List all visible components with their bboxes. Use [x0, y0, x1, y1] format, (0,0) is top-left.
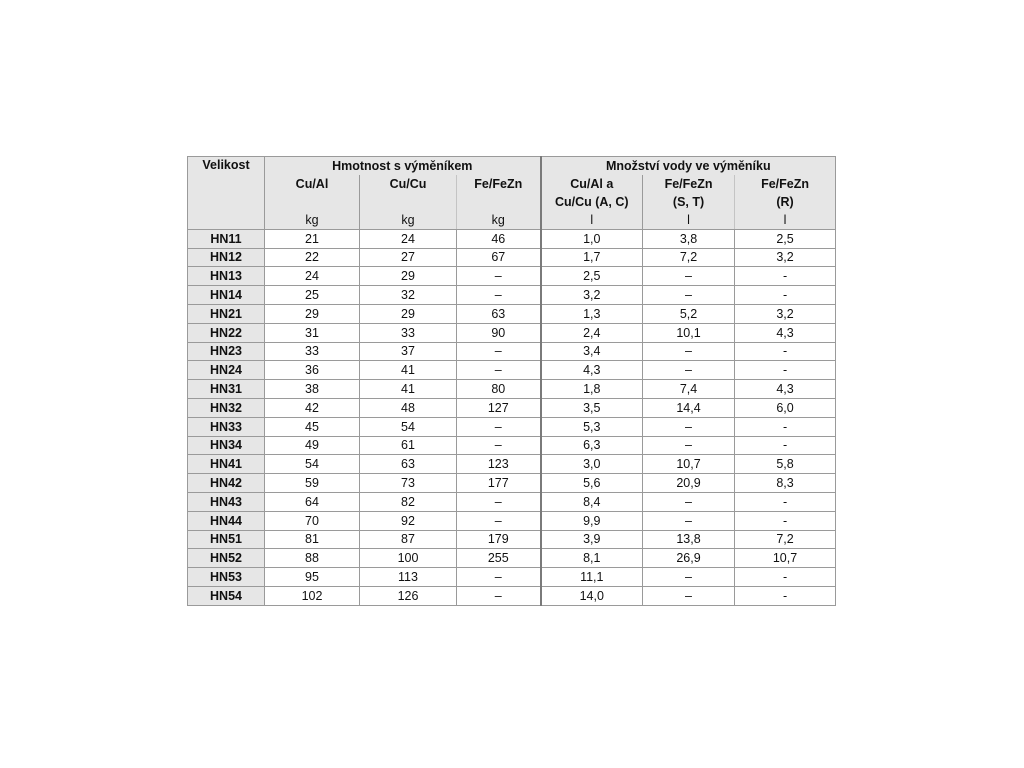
water-fefezn-st-cell: – — [643, 342, 735, 361]
header-fefezn-label: Fe/FeZn — [474, 177, 523, 191]
water-fefezn-r-cell: 4,3 — [735, 323, 836, 342]
water-fefezn-r-cell: - — [735, 361, 836, 380]
weight-cucu-cell: 37 — [360, 342, 457, 361]
header-water-fefezn-st — [643, 175, 735, 211]
water-fefezn-r-cell: 7,2 — [735, 530, 836, 549]
weight-cucu-cell: 100 — [360, 549, 457, 568]
water-cual-cell: 9,9 — [541, 511, 643, 530]
weight-cual-cell: 42 — [265, 398, 360, 417]
weight-cual-cell: 36 — [265, 361, 360, 380]
water-cual-cell: 1,8 — [541, 380, 643, 399]
water-fefezn-r-cell: 3,2 — [735, 304, 836, 323]
header-water-fefezn-st-line2: (S, T) — [672, 195, 705, 209]
weight-fefezn-cell: 179 — [457, 530, 541, 549]
weight-fefezn-cell: – — [457, 267, 541, 286]
weight-fefezn-cell: 80 — [457, 380, 541, 399]
header-water-cual — [541, 175, 643, 211]
water-fefezn-r-cell: - — [735, 436, 836, 455]
table-row — [188, 417, 836, 436]
weight-fefezn-cell: 67 — [457, 248, 541, 267]
table-row — [188, 436, 836, 455]
weight-cual-cell: 64 — [265, 492, 360, 511]
size-cell: HN43 — [188, 492, 265, 511]
weight-fefezn-cell: – — [457, 342, 541, 361]
water-fefezn-r-cell: - — [735, 286, 836, 305]
table-row — [188, 248, 836, 267]
water-fefezn-r-cell: - — [735, 492, 836, 511]
weight-cucu-cell: 87 — [360, 530, 457, 549]
water-fefezn-r-cell: - — [735, 586, 836, 605]
water-cual-cell: 2,5 — [541, 267, 643, 286]
size-cell: HN51 — [188, 530, 265, 549]
water-fefezn-st-cell: 7,2 — [643, 248, 735, 267]
weight-cual-cell: 24 — [265, 267, 360, 286]
size-cell: HN24 — [188, 361, 265, 380]
water-fefezn-r-cell: 10,7 — [735, 549, 836, 568]
weight-cual-cell: 49 — [265, 436, 360, 455]
weight-cucu-cell: 126 — [360, 586, 457, 605]
header-water-cual-line1: Cu/Al a — [570, 177, 614, 191]
size-cell: HN13 — [188, 267, 265, 286]
water-cual-cell: 3,4 — [541, 342, 643, 361]
table-row — [188, 304, 836, 323]
size-cell: HN52 — [188, 549, 265, 568]
water-cual-cell: 4,3 — [541, 361, 643, 380]
water-fefezn-st-cell: 14,4 — [643, 398, 735, 417]
water-cual-cell: 14,0 — [541, 586, 643, 605]
unit-l: l — [541, 211, 643, 229]
water-fefezn-r-cell: 2,5 — [735, 229, 836, 248]
size-cell: HN54 — [188, 586, 265, 605]
weight-cual-cell: 25 — [265, 286, 360, 305]
water-fefezn-st-cell: 3,8 — [643, 229, 735, 248]
water-fefezn-st-cell: 10,7 — [643, 455, 735, 474]
weight-cual-cell: 22 — [265, 248, 360, 267]
weight-cucu-cell: 48 — [360, 398, 457, 417]
header-fefezn — [457, 175, 541, 211]
weight-cucu-cell: 73 — [360, 474, 457, 493]
size-cell: HN41 — [188, 455, 265, 474]
size-cell: HN32 — [188, 398, 265, 417]
size-cell: HN21 — [188, 304, 265, 323]
table-row — [188, 323, 836, 342]
water-cual-cell: 3,9 — [541, 530, 643, 549]
water-fefezn-r-cell: - — [735, 511, 836, 530]
water-fefezn-st-cell: – — [643, 492, 735, 511]
weight-cual-cell: 29 — [265, 304, 360, 323]
unit-l: l — [735, 211, 836, 229]
weight-cucu-cell: 54 — [360, 417, 457, 436]
weight-fefezn-cell: 127 — [457, 398, 541, 417]
size-cell: HN12 — [188, 248, 265, 267]
weight-fefezn-cell: 177 — [457, 474, 541, 493]
weight-cual-cell: 45 — [265, 417, 360, 436]
weight-fefezn-cell: 46 — [457, 229, 541, 248]
water-fefezn-r-cell: - — [735, 342, 836, 361]
water-cual-cell: 5,6 — [541, 474, 643, 493]
weight-fefezn-cell: – — [457, 417, 541, 436]
header-cucu-label: Cu/Cu — [389, 177, 427, 191]
weight-cucu-cell: 29 — [360, 304, 457, 323]
table-row — [188, 455, 836, 474]
header-cual-label: Cu/Al — [295, 177, 329, 191]
header-water-fefezn-r-line2: (R) — [776, 195, 794, 209]
water-cual-cell: 8,1 — [541, 549, 643, 568]
water-fefezn-st-cell: – — [643, 436, 735, 455]
water-cual-cell: 2,4 — [541, 323, 643, 342]
size-cell: HN11 — [188, 229, 265, 248]
weight-cucu-cell: 27 — [360, 248, 457, 267]
size-cell: HN44 — [188, 511, 265, 530]
exchanger-table — [187, 156, 836, 606]
water-fefezn-st-cell: – — [643, 286, 735, 305]
table-row — [188, 398, 836, 417]
table-row — [188, 380, 836, 399]
water-fefezn-st-cell: 7,4 — [643, 380, 735, 399]
weight-cucu-cell: 61 — [360, 436, 457, 455]
weight-cucu-cell: 32 — [360, 286, 457, 305]
header-water-fefezn-r-line1: Fe/FeZn — [761, 177, 809, 191]
size-cell: HN23 — [188, 342, 265, 361]
water-fefezn-st-cell: – — [643, 361, 735, 380]
size-cell: HN42 — [188, 474, 265, 493]
water-cual-cell: 3,5 — [541, 398, 643, 417]
weight-cucu-cell: 41 — [360, 380, 457, 399]
header-weight-group: Hmotnost s výměníkem — [265, 157, 541, 176]
unit-l: l — [643, 211, 735, 229]
weight-cual-cell: 102 — [265, 586, 360, 605]
size-cell: HN14 — [188, 286, 265, 305]
unit-kg: kg — [265, 211, 360, 229]
table-row — [188, 530, 836, 549]
table-row — [188, 568, 836, 587]
weight-cual-cell: 88 — [265, 549, 360, 568]
water-fefezn-st-cell: 26,9 — [643, 549, 735, 568]
weight-fefezn-cell: 123 — [457, 455, 541, 474]
header-cucu — [360, 175, 457, 211]
header-water-group: Množství vody ve výměníku — [541, 157, 836, 176]
weight-fefezn-cell: – — [457, 511, 541, 530]
weight-cucu-cell: 63 — [360, 455, 457, 474]
weight-cual-cell: 70 — [265, 511, 360, 530]
water-fefezn-r-cell: - — [735, 267, 836, 286]
weight-cucu-cell: 41 — [360, 361, 457, 380]
water-fefezn-r-cell: 6,0 — [735, 398, 836, 417]
water-fefezn-st-cell: 5,2 — [643, 304, 735, 323]
size-cell: HN33 — [188, 417, 265, 436]
water-cual-cell: 1,0 — [541, 229, 643, 248]
header-velikost: Velikost — [188, 157, 265, 230]
weight-cual-cell: 21 — [265, 229, 360, 248]
weight-cucu-cell: 29 — [360, 267, 457, 286]
unit-kg: kg — [360, 211, 457, 229]
weight-fefezn-cell: – — [457, 286, 541, 305]
weight-fefezn-cell: – — [457, 361, 541, 380]
table-row — [188, 492, 836, 511]
table-body — [188, 229, 836, 605]
water-fefezn-r-cell: - — [735, 568, 836, 587]
weight-fefezn-cell: 90 — [457, 323, 541, 342]
weight-cual-cell: 59 — [265, 474, 360, 493]
weight-cual-cell: 38 — [265, 380, 360, 399]
water-cual-cell: 11,1 — [541, 568, 643, 587]
weight-cual-cell: 33 — [265, 342, 360, 361]
weight-cucu-cell: 92 — [360, 511, 457, 530]
water-fefezn-r-cell: 4,3 — [735, 380, 836, 399]
water-cual-cell: 8,4 — [541, 492, 643, 511]
table-row — [188, 474, 836, 493]
weight-cucu-cell: 82 — [360, 492, 457, 511]
weight-fefezn-cell: – — [457, 586, 541, 605]
water-fefezn-st-cell: – — [643, 417, 735, 436]
table-row — [188, 342, 836, 361]
table-row — [188, 267, 836, 286]
header-water-cual-line2: Cu/Cu (A, C) — [554, 195, 629, 209]
table-row — [188, 511, 836, 530]
water-fefezn-st-cell: – — [643, 511, 735, 530]
water-cual-cell: 3,2 — [541, 286, 643, 305]
header-water-fefezn-st-line1: Fe/FeZn — [664, 177, 713, 191]
water-fefezn-st-cell: – — [643, 267, 735, 286]
header-water-fefezn-r — [735, 175, 836, 211]
size-cell: HN22 — [188, 323, 265, 342]
weight-cual-cell: 31 — [265, 323, 360, 342]
water-cual-cell: 5,3 — [541, 417, 643, 436]
weight-cucu-cell: 113 — [360, 568, 457, 587]
table-row — [188, 286, 836, 305]
water-fefezn-r-cell: - — [735, 417, 836, 436]
weight-cual-cell: 81 — [265, 530, 360, 549]
size-cell: HN53 — [188, 568, 265, 587]
size-cell: HN34 — [188, 436, 265, 455]
table-row — [188, 229, 836, 248]
water-fefezn-st-cell: 10,1 — [643, 323, 735, 342]
water-fefezn-st-cell: 13,8 — [643, 530, 735, 549]
water-cual-cell: 6,3 — [541, 436, 643, 455]
header-cual — [265, 175, 360, 211]
water-fefezn-st-cell: – — [643, 568, 735, 587]
weight-cual-cell: 54 — [265, 455, 360, 474]
weight-fefezn-cell: 63 — [457, 304, 541, 323]
water-fefezn-r-cell: 5,8 — [735, 455, 836, 474]
weight-fefezn-cell: – — [457, 436, 541, 455]
table-row — [188, 549, 836, 568]
weight-fefezn-cell: 255 — [457, 549, 541, 568]
unit-kg: kg — [457, 211, 541, 229]
water-cual-cell: 3,0 — [541, 455, 643, 474]
water-fefezn-r-cell: 3,2 — [735, 248, 836, 267]
weight-fefezn-cell: – — [457, 492, 541, 511]
table-row — [188, 361, 836, 380]
table-row — [188, 586, 836, 605]
water-fefezn-st-cell: 20,9 — [643, 474, 735, 493]
water-fefezn-st-cell: – — [643, 586, 735, 605]
water-fefezn-r-cell: 8,3 — [735, 474, 836, 493]
weight-cual-cell: 95 — [265, 568, 360, 587]
weight-fefezn-cell: – — [457, 568, 541, 587]
water-cual-cell: 1,7 — [541, 248, 643, 267]
weight-cucu-cell: 24 — [360, 229, 457, 248]
weight-cucu-cell: 33 — [360, 323, 457, 342]
water-cual-cell: 1,3 — [541, 304, 643, 323]
size-cell: HN31 — [188, 380, 265, 399]
